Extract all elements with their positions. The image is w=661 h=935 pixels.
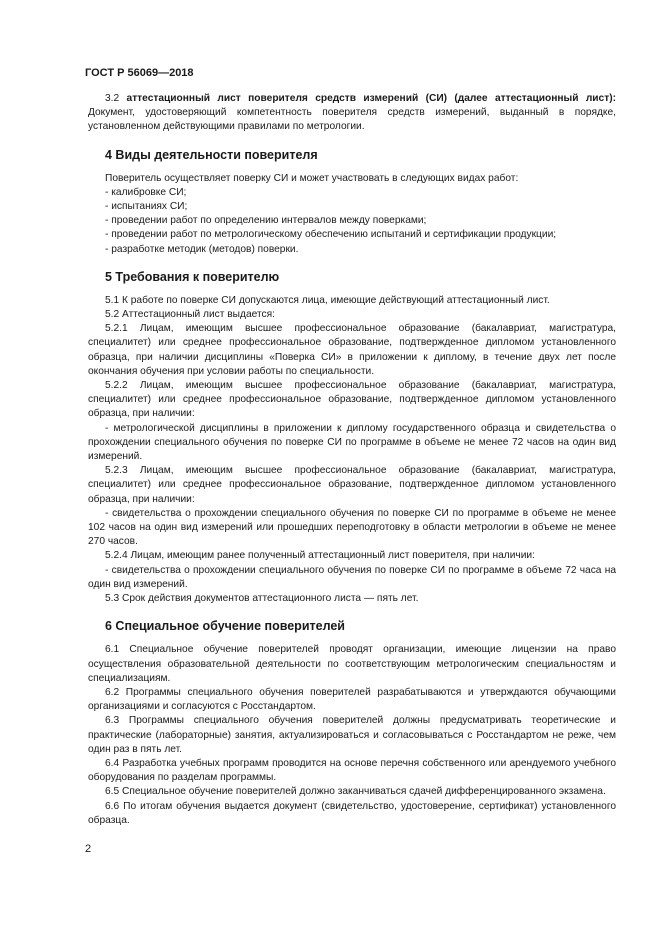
paragraph-6-6: 6.6 По итогам обучения выдается документ (свидетельство, удостоверение, сертификат) установленного образца. bbox=[88, 800, 616, 826]
paragraph-6-2: 6.2 Программы специального обучения поверителей разрабатываются и утверждаются обучающими организациями и согласуются с Росстандартом. bbox=[88, 686, 616, 713]
paragraph-5-2-1: 5.2.1 Лицам, имеющим высшее профессиональное образование (бакалавриат, магистратура, специалитет) или среднее профессиональное образование, подтвержденное дипломом установленного образца, при наличии дисциплины «Поверка СИ» в приложении к диплому, в течение двух лет после окончания обучения при условии работы по специальности. bbox=[88, 323, 616, 377]
paragraph-6-1: 6.1 Специальное обучение поверителей проводят организации, имеющие лицензии на право осуществления образовательной деятельности по соответствующим метрологическим специальностям и специализациям. bbox=[88, 644, 616, 684]
paragraph-5-2: 5.2 Аттестационный лист выдается: bbox=[105, 309, 275, 321]
paragraph-5-1: 5.1 К работе по поверке СИ допускаются лица, имеющие действующий аттестационный лист. bbox=[105, 294, 550, 306]
paragraph-3-2 bbox=[88, 92, 616, 135]
section-6-title: 6 Специальное обучение поверителей bbox=[105, 619, 345, 634]
paragraph-5-2-2: 5.2.2 Лицам, имеющим высшее профессиональное образование (бакалавриат, магистратура, специалитет) или среднее профессиональное образование, подтвержденное дипломом установленного образца, при наличии: bbox=[88, 380, 616, 420]
list-item: - проведении работ по определению интервалов между поверками; bbox=[105, 215, 427, 227]
page-number: 2 bbox=[85, 843, 92, 855]
list-item: - испытаниях СИ; bbox=[105, 201, 188, 213]
document-body bbox=[88, 92, 616, 828]
term-attestation-sheet: аттестационный лист поверителя средств измерений (СИ) (далее аттестационный лист): bbox=[126, 93, 616, 104]
section-4-title: 4 Виды деятельности поверителя bbox=[105, 147, 318, 162]
paragraph-6-5: 6.5 Специальное обучение поверителей должно заканчиваться сдачей дифференцированного экзамена. bbox=[105, 786, 606, 798]
section-5-title: 5 Требования к поверителю bbox=[105, 269, 280, 284]
paragraph-6-4: 6.4 Разработка учебных программ проводится на основе перечня собственного или арендуемого учебного оборудования по разделам программы. bbox=[88, 757, 616, 784]
list-item: - разработке методик (методов) поверки. bbox=[105, 243, 299, 255]
paragraph-3-2-number: 3.2 bbox=[105, 93, 127, 104]
paragraph-6-3: 6.3 Программы специального обучения поверителей должны предусматривать теоретические и практические (лабораторные) занятия, актуализироваться и согласовываться с Росстандартом не реже, чем один раз в пять лет. bbox=[88, 715, 616, 755]
paragraph-5-2-4-item: - свидетельства о прохождении специального обучения по поверке СИ по программе в объеме 72 часа на один вид измерений. bbox=[88, 564, 616, 590]
document-code-header: ГОСТ Р 56069—2018 bbox=[85, 67, 194, 79]
paragraph-5-2-3: 5.2.3 Лицам, имеющим высшее профессиональное образование (бакалавриат, магистратура, специалитет) или среднее профессиональное образование, подтвержденное дипломом установленного образца, при наличии: bbox=[88, 465, 616, 505]
paragraph-5-2-4: 5.2.4 Лицам, имеющим ранее полученный аттестационный лист поверителя, при наличии: bbox=[105, 550, 535, 562]
list-item: - проведении работ по метрологическому обеспечению испытаний и сертификации продукции; bbox=[105, 229, 557, 241]
paragraph-5-3: 5.3 Срок действия документов аттестационного листа — пять лет. bbox=[105, 593, 419, 605]
term-definition: Документ, удостоверяющий компетентность поверителя средств измерений, выданный в порядке, установленном действующими правилами по метрологии. bbox=[88, 107, 616, 133]
paragraph-5-2-2-item: - метрологической дисциплины в приложении к диплому государственного образца и свидетельства о прохождении специального обучения по поверке СИ по программе в объеме не менее 72 часов на один вид измерений. bbox=[88, 422, 616, 463]
list-item: - калибровке СИ; bbox=[105, 186, 187, 198]
section-4-intro: Поверитель осуществляет поверку СИ и может участвовать в следующих видах работ: bbox=[105, 172, 519, 184]
paragraph-5-2-3-item: - свидетельства о прохождении специального обучения по поверке СИ по программе в объеме не менее 102 часов на один вид измерений или прошедших переподготовку в области метрологии в объеме не менее 270 часов. bbox=[88, 507, 616, 548]
